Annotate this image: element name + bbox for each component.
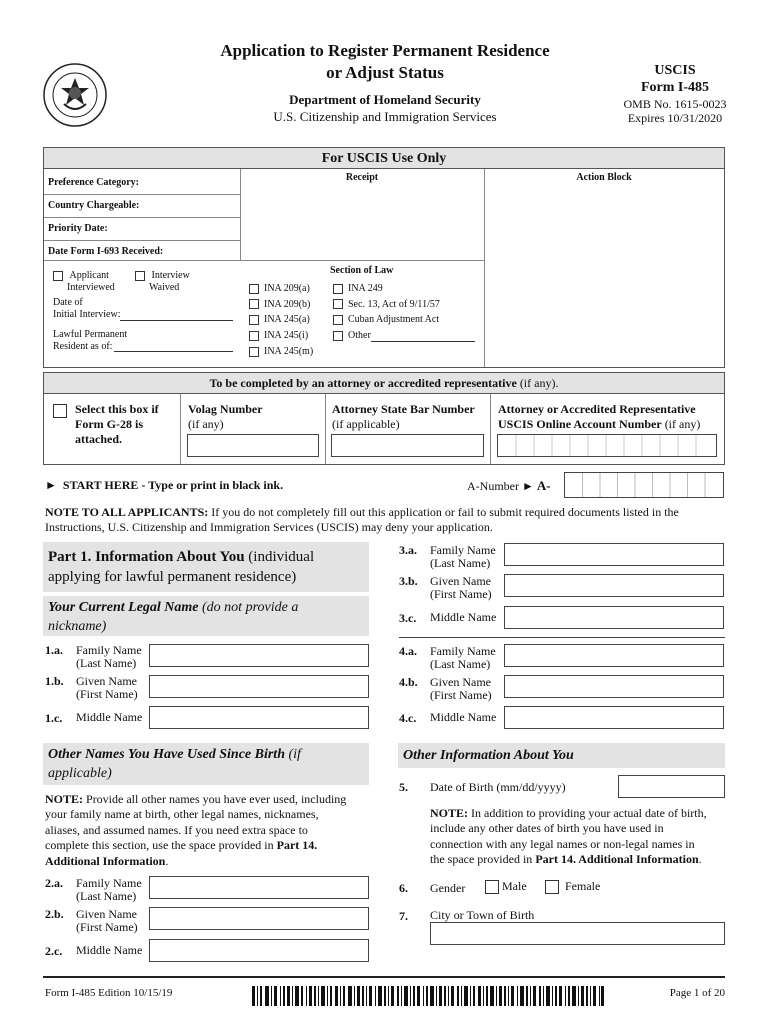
field-4a-number: 4.a. [399,644,417,658]
barcode [252,986,604,1006]
gender-female-option[interactable]: Female [545,879,600,894]
other-law-option[interactable]: Other [333,328,440,344]
online-account-input[interactable] [497,434,717,457]
field-4c-label: Middle Name [430,710,497,724]
field-3c-number: 3.c. [399,611,417,625]
other-name-3-given-input[interactable] [504,675,724,698]
other-law-line[interactable] [371,341,475,342]
field-2b-label: Given Name (First Name) [76,907,138,934]
other-information-heading: Other Information About You [398,743,725,768]
other-name-3-family-input[interactable] [504,644,724,667]
field-3b-label: Given Name (First Name) [430,574,492,601]
applicant-interviewed-option[interactable]: Applicant Interviewed [53,270,115,294]
field-2c-label: Middle Name [76,943,143,957]
arrow-right-icon: ► [45,478,57,492]
ina-249-option[interactable]: INA 249 [333,281,440,297]
volag-number-input[interactable] [187,434,319,457]
other-name-2-given-input[interactable] [504,574,724,597]
gender-male-option[interactable]: Male [485,879,527,894]
gender-label: Gender [430,881,466,895]
ina-245a-checkbox[interactable] [249,315,259,325]
field-1c-label: Middle Name [76,710,143,724]
other-law-checkbox[interactable] [333,331,343,341]
gender-male-checkbox[interactable] [485,880,499,894]
ina-209b-option[interactable]: INA 209(b) [249,297,313,313]
current-given-name-input[interactable] [149,675,369,698]
date-of-birth-input[interactable] [618,775,725,798]
field-3a-number: 3.a. [399,543,417,557]
other-middle-name-input[interactable] [149,939,369,962]
dhs-seal [42,62,108,128]
sec13-option[interactable]: Sec. 13, Act of 9/11/57 [333,297,440,313]
field-5-number: 5. [399,780,408,794]
volag-number-label: Volag Number (if any) [188,402,263,431]
lpr-as-of-line[interactable] [114,351,233,352]
other-family-name-input[interactable] [149,876,369,899]
ina-249-checkbox[interactable] [333,284,343,294]
omb-number: OMB No. 1615-0023 [623,97,727,111]
ina-209a-checkbox[interactable] [249,284,259,294]
other-name-2-middle-input[interactable] [504,606,724,629]
field-3a-label: Family Name (Last Name) [430,543,496,570]
date-initial-interview-label: Date of Initial Interview: [53,297,121,320]
current-family-name-input[interactable] [149,644,369,667]
other-name-3-middle-input[interactable] [504,706,724,729]
field-4c-number: 4.c. [399,711,417,725]
field-1b-number: 1.b. [45,674,64,688]
arrow-right-icon: ► [521,479,534,493]
a-number-label: A-Number ► A- [467,478,551,493]
other-name-2-family-input[interactable] [504,543,724,566]
field-3c-label: Middle Name [430,610,497,624]
section-of-law-label: Section of Law [330,265,394,276]
cuban-adjustment-checkbox[interactable] [333,315,343,325]
interview-waived-option[interactable]: Interview Waived [135,270,190,294]
receipt-label: Receipt [345,172,379,183]
field-1c-number: 1.c. [45,711,63,725]
form-number: Form I-485 [640,80,710,95]
ina-245m-checkbox[interactable] [249,347,259,357]
note-all-applicants: NOTE TO ALL APPLICANTS: If you do not completely fill out this application or fail to submit required documents listed in the Instructions, U.S. Citizenship and Immigration Services (USCIS) may deny your application. [45,505,679,534]
footer-page-number: Page 1 of 20 [669,987,725,999]
other-given-name-input[interactable] [149,907,369,930]
ina-245m-option[interactable]: INA 245(m) [249,344,313,360]
field-2b-number: 2.b. [45,907,64,921]
uscis-label: USCIS [654,63,696,78]
action-block-label: Action Block [576,172,632,183]
field-4b-number: 4.b. [399,675,418,689]
field-6-number: 6. [399,881,408,895]
ina-right-options [333,281,440,344]
ina-209b-checkbox[interactable] [249,299,259,309]
city-of-birth-input[interactable] [430,922,725,945]
ina-left-options [249,281,313,360]
ina-245i-checkbox[interactable] [249,331,259,341]
g28-attached-checkbox[interactable] [53,404,67,418]
current-legal-name-heading: Your Current Legal Name (do not provide a nickname) [43,596,369,636]
ina-245i-option[interactable]: INA 245(i) [249,328,313,344]
part1-title: Part 1. Information About You (individual applying for lawful permanent residence) [43,542,369,592]
sec13-checkbox[interactable] [333,299,343,309]
field-2a-number: 2.a. [45,876,63,890]
field-4a-label: Family Name (Last Name) [430,644,496,671]
attorney-title: To be completed by an attorney or accredited representative (if any). [44,373,724,394]
field-2a-label: Family Name (Last Name) [76,876,142,903]
field-3b-number: 3.b. [399,574,418,588]
start-here: ► START HERE - Type or print in black ink. [45,478,284,492]
field-1b-label: Given Name (First Name) [76,674,138,701]
date-initial-interview-line[interactable] [120,320,233,321]
field-1a-number: 1.a. [45,643,63,657]
lpr-as-of-label: Lawful Permanent Resident as of: [53,329,128,352]
dob-label: Date of Birth (mm/dd/yyyy) [430,780,566,794]
ina-209a-option[interactable]: INA 209(a) [249,281,313,297]
footer-form-edition: Form I-485 Edition 10/15/19 [45,987,173,999]
field-7-number: 7. [399,909,408,923]
expiration-date: Expires 10/31/2020 [627,111,723,125]
interview-waived-checkbox[interactable] [135,271,145,281]
bar-number-label: Attorney State Bar Number (if applicable) [332,402,475,431]
online-account-label: Attorney or Accredited Representative USCIS Online Account Number (if any) [498,402,701,431]
other-names-heading: Other Names You Have Used Since Birth (if applicable) [43,743,369,785]
field-4b-label: Given Name (First Name) [430,675,492,702]
country-chargeable-label: Country Chargeable: [48,200,140,211]
applicant-interviewed-checkbox[interactable] [53,271,63,281]
priority-date-label: Priority Date: [48,223,108,234]
a-number-input[interactable] [564,472,724,498]
dept-name: Department of Homeland Security [289,92,481,107]
cuban-adjustment-option[interactable]: Cuban Adjustment Act [333,312,440,328]
uscis-use-only-title: For USCIS Use Only [44,148,724,169]
form-title-line2: or Adjust Status [326,63,444,82]
gender-female-checkbox[interactable] [545,880,559,894]
city-of-birth-label: City or Town of Birth [430,908,535,922]
dob-note: NOTE: In addition to providing your actual date of birth, include any other dates of birth you have used in connection with any legal names or non-legal names in the space provided in Part 14. Additional Information. [430,806,707,867]
field-2c-number: 2.c. [45,944,63,958]
ina-245a-option[interactable]: INA 245(a) [249,312,313,328]
other-names-note: NOTE: Provide all other names you have ever used, including your family name at birth, other legal names, nicknames, aliases, and assumed names. If you need extra space to complete this section, use the space provided in Part 14. Additional Information. [45,792,347,868]
current-middle-name-input[interactable] [149,706,369,729]
form-title-line1: Application to Register Permanent Residence [220,41,550,60]
g28-attached-label: Select this box if Form G-28 is attached. [75,402,159,446]
field-1a-label: Family Name (Last Name) [76,643,142,670]
i693-received-label: Date Form I-693 Received: [48,246,164,257]
bar-number-input[interactable] [331,434,484,457]
agency-name: U.S. Citizenship and Immigration Services [273,109,497,124]
preference-category-label: Preference Category: [48,177,139,188]
